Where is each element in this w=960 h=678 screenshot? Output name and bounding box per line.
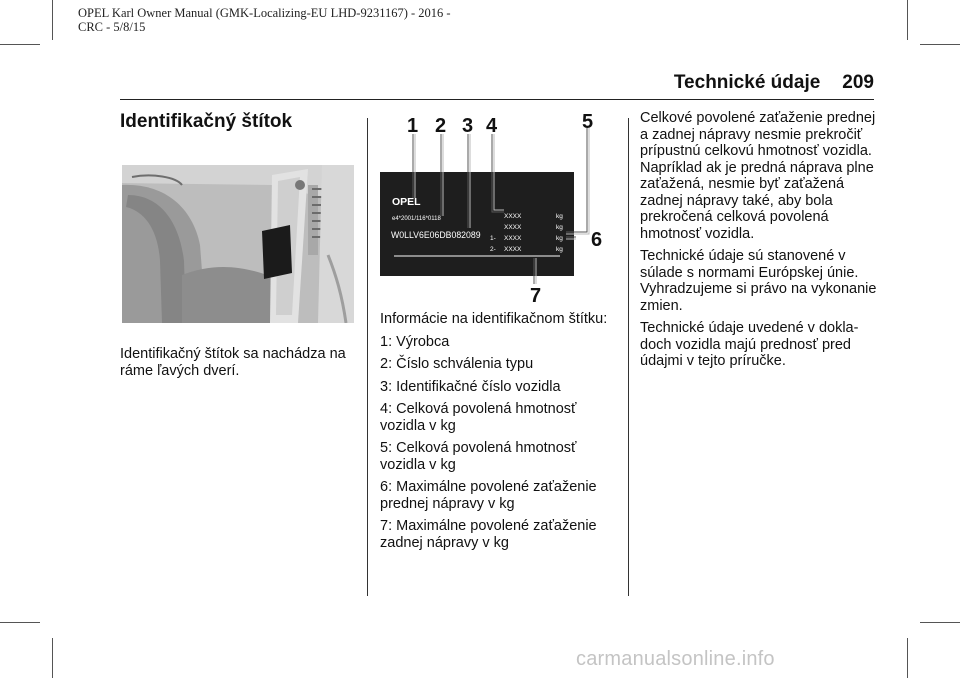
running-head-section: Technické údaje	[673, 72, 821, 93]
legend-item: 6: Maximálne povolené zaťaženie prednej nápravy v kg	[380, 479, 597, 512]
location-paragraph: Identifikačný štítok sa nachádza na ráme ľavých dverí.	[120, 346, 346, 379]
crop-mark	[0, 622, 40, 623]
callout-7: 7	[530, 285, 542, 304]
plate-weight-total: XXXX	[504, 213, 522, 220]
print-header-line2: CRC - 5/8/15	[78, 20, 146, 34]
plate-weight-rear: XXXX	[504, 246, 522, 253]
callout-6: 6	[591, 229, 603, 251]
crop-mark	[52, 638, 53, 678]
legend-item: 3: Identifikačné číslo vozidla	[380, 378, 561, 395]
callout-1: 1	[407, 115, 419, 137]
column-divider	[628, 118, 629, 596]
crop-mark	[920, 622, 960, 623]
callout-4: 4	[486, 115, 498, 137]
watermark: carmanualsonline.info	[576, 648, 775, 670]
plate-unit: kg	[556, 213, 563, 220]
crop-mark	[0, 44, 40, 45]
plate-weight-total-2: XXXX	[504, 224, 522, 231]
crop-mark	[920, 44, 960, 45]
plate-brand: OPEL	[392, 196, 421, 208]
legend-item: 4: Celková povolená hmotnosť vozidla v kg	[380, 401, 577, 434]
callout-2: 2	[435, 115, 447, 137]
identification-plate-diagram	[380, 108, 612, 304]
plate-unit: kg	[556, 224, 563, 231]
callout-3: 3	[462, 115, 474, 137]
axle-load-paragraph: Celkové povolené zaťaženie prednej a zadnej nápravy nesmie prekročiť prípustnú celkovú hmotnosť vozidla. Napríklad ak je predná náprava plne zaťažená, nesmie byť zaťažená zadnej nápravy také, aby bola prekročená celková povolená hmotnosť vozidla.	[640, 110, 876, 242]
crop-mark	[907, 638, 908, 678]
plate-unit: kg	[556, 246, 563, 253]
plate-approval-number: e4*2001/116*0118	[392, 216, 441, 222]
running-head	[674, 72, 874, 94]
legend-item: 2: Číslo schválenia typu	[380, 356, 534, 372]
page-number: 209	[842, 72, 874, 93]
header-rule	[120, 99, 874, 100]
column-1-text	[120, 346, 360, 385]
eu-standards-paragraph: Technické údaje sú stanovené v súlade s normami Európskej únie. Vyhradzujeme si právo na vykonanie zmien.	[640, 248, 877, 314]
section-title: Identifikačný štítok	[120, 111, 293, 132]
column-2-text	[380, 311, 618, 557]
plate-unit: kg	[556, 235, 563, 242]
column-divider	[367, 118, 368, 596]
print-header-line1: OPEL Karl Owner Manual (GMK-Localizing-EU LHD-9231167) - 2016 -	[78, 6, 451, 20]
column-3-text	[640, 110, 882, 376]
door-frame-photo	[122, 165, 354, 323]
legend-item: 5: Celková povolená hmotnosť vozidla v kg	[380, 440, 577, 473]
plate-vin: W0LLV6E06DB082089	[391, 229, 481, 241]
print-header	[78, 6, 451, 34]
plate-diagram-svg	[380, 108, 612, 304]
callout-5: 5	[582, 111, 594, 133]
vehicle-documents-paragraph: Technické údaje uvedené v dokla-doch vozidla majú prednosť pred údajmi v tejto príručke.	[640, 320, 859, 369]
plate-weight-front: XXXX	[504, 235, 522, 242]
crop-mark	[52, 0, 53, 40]
legend-item: 7: Maximálne povolené zaťaženie zadnej nápravy v kg	[380, 518, 597, 551]
crop-mark	[907, 0, 908, 40]
legend-intro: Informácie na identifikačnom štítku:	[380, 311, 608, 327]
plate-axle-2: 2-	[490, 246, 496, 253]
door-frame-illustration	[122, 165, 354, 323]
legend-item: 1: Výrobca	[380, 333, 450, 350]
plate-axle-1: 1-	[490, 235, 496, 242]
